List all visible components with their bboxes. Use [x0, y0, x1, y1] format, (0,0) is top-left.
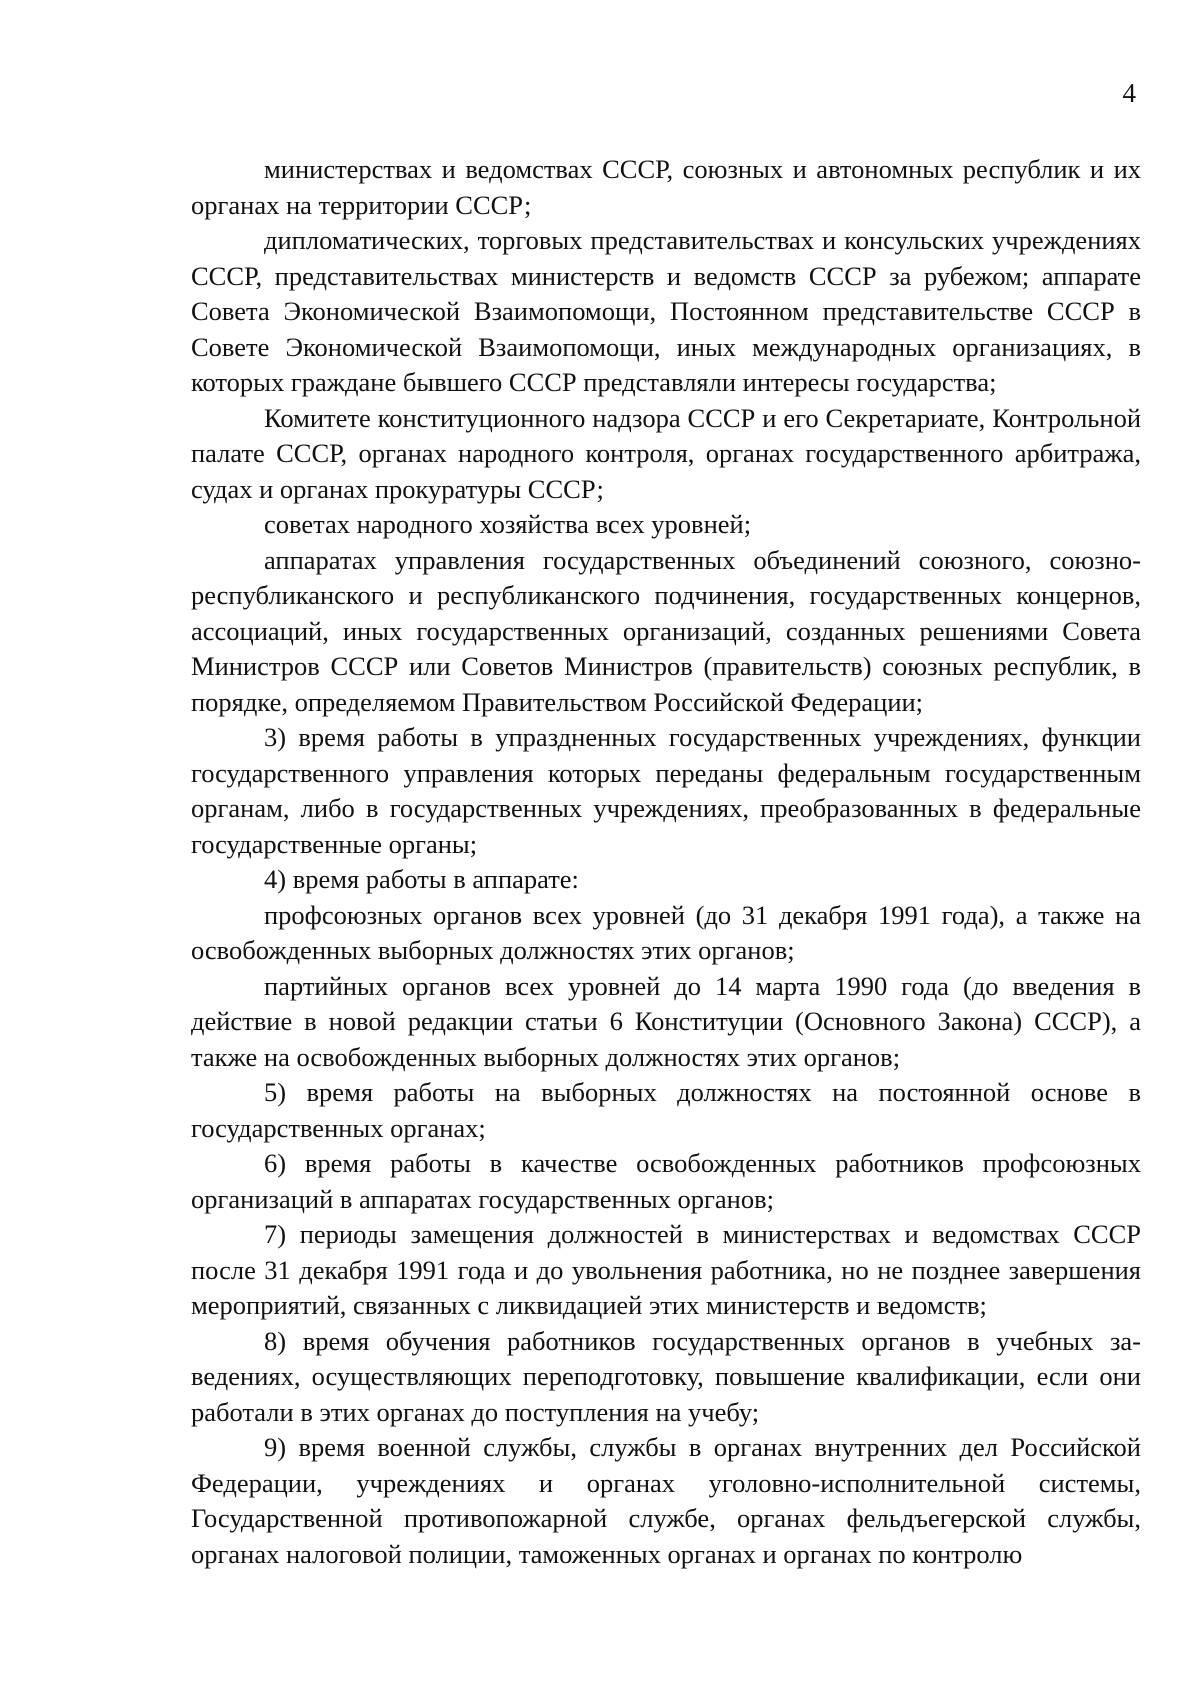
paragraph: Комитете конституционного надзора СССР и его Секретариате, Контрольной палате СССР, органах народного контроля, органах государственного арбитража, судах и органах прокуратуры СССР;	[191, 402, 1141, 504]
paragraph: 8) время обучения работников государственных органов в учебных заведениях, осуществляющих переподготовку, повышение квалификации, если они работали в этих органах до поступления на учебу;	[191, 1325, 1141, 1427]
paragraph: 6) время работы в качестве освобожденных работников профсоюзных организаций в аппаратах государственных органов;	[191, 1148, 1141, 1214]
page-number: 4	[1122, 78, 1136, 108]
paragraph: партийных органов всех уровней до 14 марта 1990 года (до введения в действие в новой редакции статьи 6 Конституции (Основного Закона) СССР), а также на освобожденных выборных должностях этих органов;	[191, 970, 1141, 1072]
paragraph: дипломатических, торговых представительствах и консульских учреждениях СССР, представительствах министерств и ведомств СССР за рубежом; аппарате Совета Экономической Взаимопомощи, Постоянном представительстве СССР в Совете Экономической Взаимопомощи, иных международных организациях, в которых граждане бывшего СССР представляли интересы государства;	[191, 225, 1141, 397]
paragraph: министерствах и ведомствах СССР, союзных и автономных республик и их органах на территории СССР;	[191, 154, 1141, 220]
paragraph: 7) периоды замещения должностей в министерствах и ведомствах СССР после 31 декабря 1991 года и до увольнения работника, но не позднее завершения мероприятий, связанных с ликвидацией этих министерств и ведомств;	[191, 1219, 1141, 1320]
paragraph: 4) время работы в аппарате:	[264, 864, 579, 894]
paragraph: аппаратах управления государственных объединений союзного, союзно-республиканского и республиканского подчинения, государственных концернов, ассоциаций, иных государственных организаций, созданных решениями Совета Министров СССР или Советов Министров (правительств) союзных республик, в порядке, определяемом Правительством Российской Федерации;	[191, 544, 1141, 717]
paragraph: профсоюзных органов всех уровней (до 31 декабря 1991 года), а также на освобожденных выборных должностях этих органов;	[191, 899, 1141, 965]
paragraph: советах народного хозяйства всех уровней;	[264, 509, 752, 539]
paragraph: 3) время работы в упраздненных государственных учреждениях, функции государственного управления которых переданы федеральным государственным органам, либо в государственных учреждениях, преобразованных в федеральные государственные органы;	[191, 722, 1141, 859]
document-body	[191, 152, 1141, 1572]
paragraph: 5) время работы на выборных должностях на постоянной основе в государственных органах;	[191, 1077, 1141, 1143]
paragraph: 9) время военной службы, службы в органах внутренних дел Российской Федерации, учреждениях и органах уголовно-исполнительной системы, Государственной противопожарной службе, органах фельдъегерской службы, органах налоговой полиции, таможенных органах и органах по контролю	[191, 1432, 1141, 1569]
